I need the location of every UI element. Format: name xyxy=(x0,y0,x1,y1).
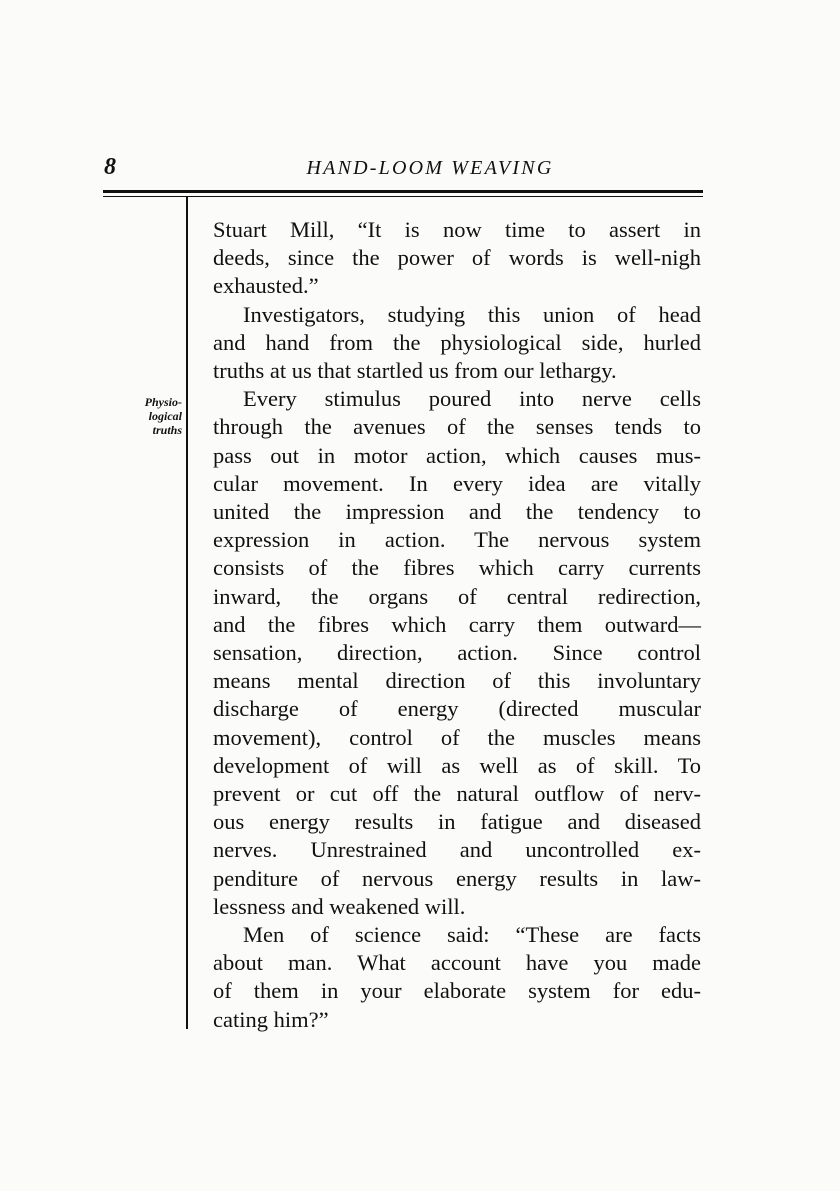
text-line: deeds, since the power of words is well-nigh xyxy=(213,245,701,271)
text-line: expression in action. The nervous system xyxy=(213,527,701,553)
text-line: cating him?” xyxy=(213,1006,329,1032)
text-line: about man. What account have you made xyxy=(213,950,701,976)
text-line: and the fibres which carry them outward— xyxy=(213,611,701,637)
text-line: consists of the fibres which carry currents xyxy=(213,555,701,581)
margin-note-line: Physio- xyxy=(144,395,182,409)
text-line: Investigators, studying this union of head xyxy=(243,301,701,327)
text-line: movement), control of the muscles means xyxy=(213,724,701,750)
text-line: truths at us that startled us from our lethargy. xyxy=(213,358,617,384)
text-line: penditure of nervous energy results in law- xyxy=(213,865,701,891)
text-line: exhausted.” xyxy=(213,273,319,299)
text-line: Every stimulus poured into nerve cells xyxy=(243,386,701,412)
text-line: Stuart Mill, “It is now time to assert in xyxy=(213,217,701,242)
text-line: pass out in motor action, which causes mus- xyxy=(213,442,701,468)
text-line: united the impression and the tendency to xyxy=(213,499,701,525)
text-line: means mental direction of this involuntary xyxy=(213,668,701,694)
margin-note-line: truths xyxy=(152,423,182,437)
text-line: discharge of energy (directed muscular xyxy=(213,696,701,722)
margin-vertical-rule xyxy=(186,197,188,1029)
text-line: Men of science said: “These are facts xyxy=(243,922,701,948)
header-rule-thick xyxy=(103,190,703,193)
margin-note-line: logical xyxy=(148,409,182,423)
text-line: of them in your elaborate system for edu- xyxy=(213,978,701,1004)
page-number: 8 xyxy=(104,154,116,180)
text-line: and hand from the physiological side, hurled xyxy=(213,329,701,355)
text-line: through the avenues of the senses tends to xyxy=(213,414,701,440)
body-text xyxy=(213,216,701,1034)
text-line: lessness and weakened will. xyxy=(213,893,466,919)
text-line: ous energy results in fatigue and diseased xyxy=(213,809,701,835)
text-line: development of will as well as of skill. To xyxy=(213,752,701,778)
header-rule-thin xyxy=(103,196,703,197)
running-head: HAND-LOOM WEAVING xyxy=(306,157,554,179)
text-line: prevent or cut off the natural outflow of nerv- xyxy=(213,781,701,807)
margin-note xyxy=(102,395,182,437)
text-line: cular movement. In every idea are vitally xyxy=(213,470,701,496)
text-line: nerves. Unrestrained and uncontrolled ex- xyxy=(213,837,701,863)
text-line: sensation, direction, action. Since control xyxy=(213,640,701,666)
text-line: inward, the organs of central redirection, xyxy=(213,583,701,609)
